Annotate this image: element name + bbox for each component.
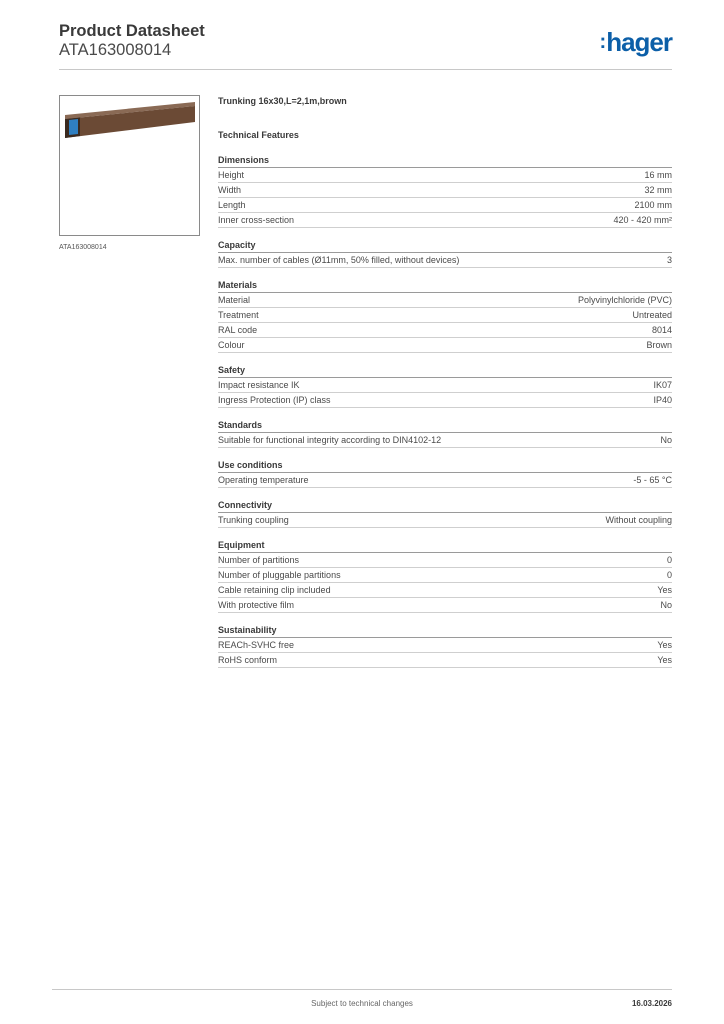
spec-value: 420 - 420 mm² [613,215,672,225]
spec-value: 8014 [651,325,672,335]
section-standards [218,420,672,448]
spec-value: No [660,600,672,610]
section-title: Capacity [218,240,672,253]
spec-label: Material [218,295,251,305]
spec-value: Polyvinylchloride (PVC) [577,295,672,305]
spec-label: Colour [218,340,245,350]
section-equipment [218,540,672,613]
section-title: Sustainability [218,625,672,638]
spec-row [218,638,672,653]
footer-date: 16.03.2026 [631,999,672,1008]
spec-row [218,583,672,598]
section-title: Equipment [218,540,672,553]
datasheet-content [218,96,672,668]
spec-label: Height [218,170,245,180]
spec-value: Brown [646,340,672,350]
spec-value: 16 mm [644,170,672,180]
spec-row [218,253,672,268]
product-reference: ATA163008014 [59,41,172,59]
spec-row [218,378,672,393]
logo-dots-icon: : [599,31,606,53]
section-dimensions [218,155,672,228]
spec-row [218,598,672,613]
spec-label: RoHS conform [218,655,278,665]
spec-label: Ingress Protection (IP) class [218,395,331,405]
spec-value: 3 [666,255,672,265]
page-title: Product Datasheet [59,22,205,40]
spec-row [218,473,672,488]
spec-value: 2100 mm [634,200,672,210]
spec-row [218,168,672,183]
footer-divider [52,989,672,990]
spec-row [218,513,672,528]
section-title: Materials [218,280,672,293]
spec-label: Number of partitions [218,555,300,565]
spec-row [218,308,672,323]
spec-value: 0 [666,555,672,565]
spec-label: REACh-SVHC free [218,640,295,650]
spec-value: -5 - 65 °C [633,475,672,485]
spec-label: Trunking coupling [218,515,289,525]
spec-label: RAL code [218,325,258,335]
brand-logo [600,27,672,58]
spec-label: Cable retaining clip included [218,585,331,595]
section-safety [218,365,672,408]
spec-label: With protective film [218,600,295,610]
spec-label: Suitable for functional integrity according to DIN4102-12 [218,435,442,445]
feature-sections [218,155,672,668]
spec-label: Length [218,200,246,210]
section-title: Connectivity [218,500,672,513]
spec-row [218,653,672,668]
spec-row [218,393,672,408]
spec-value: Without coupling [605,515,672,525]
section-sustainability [218,625,672,668]
product-name: Trunking 16x30,L=2,1m,brown [218,96,347,106]
section-connectivity [218,500,672,528]
product-image-caption: ATA163008014 [59,244,107,251]
spec-value: Yes [657,640,672,650]
spec-row [218,293,672,308]
technical-features-title: Technical Features [218,130,299,140]
section-title: Use conditions [218,460,672,473]
logo-text: hager [606,27,672,57]
spec-label: Width [218,185,242,195]
spec-label: Inner cross-section [218,215,295,225]
spec-row [218,553,672,568]
section-capacity [218,240,672,268]
footer-note: Subject to technical changes [311,999,413,1008]
spec-value: Yes [657,585,672,595]
spec-value: IK07 [653,380,672,390]
spec-value: No [660,435,672,445]
spec-value: 32 mm [644,185,672,195]
section-title: Safety [218,365,672,378]
section-materials [218,280,672,353]
spec-value: Yes [657,655,672,665]
trunking-image-icon [60,96,199,235]
section-title: Standards [218,420,672,433]
product-image [59,95,200,236]
spec-row [218,433,672,448]
spec-row [218,568,672,583]
spec-row [218,198,672,213]
spec-label: Impact resistance IK [218,380,300,390]
spec-row [218,338,672,353]
spec-value: IP40 [653,395,672,405]
header-divider [59,69,672,70]
spec-row [218,323,672,338]
spec-row [218,213,672,228]
spec-value: Untreated [632,310,672,320]
spec-label: Max. number of cables (Ø11mm, 50% filled, without devices) [218,255,460,265]
section-title: Dimensions [218,155,672,168]
page-header [59,22,205,60]
spec-value: 0 [666,570,672,580]
spec-label: Operating temperature [218,475,309,485]
spec-label: Treatment [218,310,259,320]
spec-label: Number of pluggable partitions [218,570,341,580]
section-use-conditions [218,460,672,488]
spec-row [218,183,672,198]
